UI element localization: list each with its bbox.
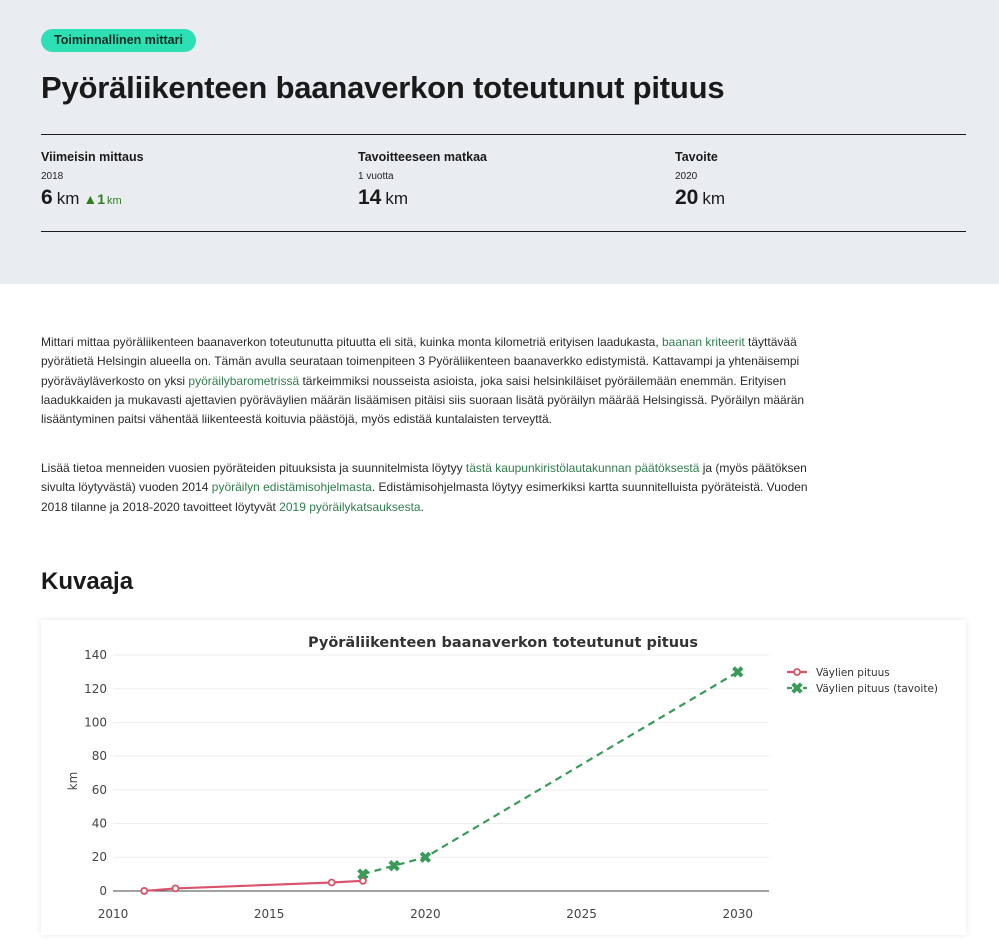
legend-label: Väylien pituus (tavoite) (816, 683, 938, 695)
chart-card (41, 620, 966, 935)
data-point (329, 880, 335, 886)
text-segment: Mittari mittaa pyöräliikenteen baanaverkon toteutunutta pituutta eli sitä, kuinka monta kilometriä erityisen laadukasta, (41, 335, 662, 349)
text-segment: . (420, 499, 424, 514)
stat-latest-measurement (41, 150, 144, 214)
y-tick-label: 100 (84, 715, 107, 730)
y-tick-label: 120 (84, 681, 107, 696)
series-actual (141, 878, 366, 894)
stat-label: Tavoitteeseen matkaa (358, 150, 487, 164)
stat-remaining-time: 1 vuotta (358, 171, 394, 182)
text-segment: täyttävää pyörätietä Helsingin alueella on. Tämän avulla seurataan toimenpiteen 3 Pyöräliikenteen baanaverkko edistymistä. Kattavampi ja yhtenäisempi pyöräväyläverkosto on yksi (41, 335, 800, 388)
y-axis-label: km (66, 771, 80, 791)
x-tick-label: 2015 (253, 907, 285, 921)
stat-value-row (41, 185, 144, 214)
y-tick-label: 20 (91, 850, 107, 865)
text-segment: tärkeimmiksi nousseista asioista, joka saisi helsinkiläiset pyöräilemään enemmän. Erityisen laadukkaiden ja mukavasti ajettavien pyöräväylien määrän lisäämisen pitäisi siis suoraan lisätä pyöräilyn määrää Helsingissä. Pyöräilyn määrän lisääntyminen paitsi vähentää liikenteestä koituvia päästöjä, myös edistää kuntalaisten terveyttä. (41, 373, 805, 427)
description-paragraph-1 (41, 333, 813, 429)
stat-value: 20 (675, 186, 699, 209)
stat-label: Tavoite (675, 150, 718, 164)
y-tick-label: 140 (84, 648, 107, 663)
link-board-decision[interactable]: tästä kaupunkiristölautakunnan päätöksestä (465, 461, 700, 475)
y-tick-label: 40 (91, 816, 107, 831)
data-point (386, 857, 403, 874)
stat-value: 6 (41, 186, 53, 209)
x-tick-label: 2020 (410, 907, 441, 921)
y-tick-label: 60 (91, 782, 107, 797)
line-chart[interactable] (41, 620, 966, 935)
series-line (363, 672, 738, 874)
stat-unit: km (385, 189, 409, 208)
link-cycling-barometer[interactable]: pyöräilybarometrissä (188, 373, 300, 388)
delta-value: 1 (97, 191, 106, 207)
header-band (0, 0, 999, 284)
series-group (141, 663, 746, 894)
data-point (172, 885, 178, 891)
description-paragraph-2 (41, 459, 813, 517)
text-segment: ja (myös päätöksen sivulta löytyvästä) vuoden 2014 (41, 461, 807, 495)
legend[interactable] (787, 667, 938, 696)
stat-year: 2018 (41, 171, 64, 182)
x-tick-label: 2010 (97, 907, 129, 921)
stat-delta (79, 191, 121, 208)
stat-value: 14 (358, 186, 382, 209)
link-cycling-review-2019[interactable]: 2019 pyöräilykatsauksesta (279, 499, 421, 514)
stat-unit: km (56, 189, 80, 208)
y-tick-label: 80 (91, 749, 107, 764)
x-tick-label: 2030 (722, 907, 754, 921)
stat-value-row (675, 185, 725, 213)
stat-label: Viimeisin mittaus (41, 150, 144, 164)
text-segment: . Edistämisohjelmasta löytyy esimerkiksi kartta suunnitelluista pyöräteistä. Vuoden 2018 tilanne ja 2018-2020 tavoitteet löytyvät (41, 480, 808, 514)
grid-lines (113, 655, 769, 857)
data-point (141, 888, 147, 894)
x-tick-label: 2025 (566, 907, 597, 921)
legend-item[interactable] (787, 667, 890, 679)
stat-year: 2020 (675, 171, 698, 182)
stat-unit: km (702, 189, 726, 208)
legend-item[interactable] (787, 680, 938, 697)
chart-title: Pyöräliikenteen baanaverkon toteutunut pituus (307, 635, 699, 651)
delta-unit: km (107, 195, 122, 207)
triangle-up-icon: ▲ (83, 191, 98, 207)
link-baana-criteria[interactable]: baanan kriteerit (662, 335, 745, 349)
indicator-type-badge: Toiminnallinen mittari (41, 29, 196, 52)
stat-distance-to-goal (358, 150, 487, 213)
text-segment: Lisää tietoa menneiden vuosien pyöräteiden pituuksista ja suunnitelmista löytyy (41, 461, 466, 475)
legend-label: Väylien pituus (816, 667, 890, 679)
section-title-chart: Kuvaaja (41, 568, 134, 595)
data-point (794, 669, 800, 675)
link-cycling-program[interactable]: pyöräilyn edistämisohjelmasta (211, 480, 372, 495)
stat-goal (675, 150, 725, 213)
stat-value-row (358, 185, 487, 213)
page-title: Pyöräliikenteen baanaverkon toteutunut pituus (41, 70, 725, 105)
series-goal (354, 663, 746, 882)
divider-top (41, 134, 966, 135)
data-point (729, 663, 746, 680)
y-tick-label: 0 (99, 883, 107, 898)
divider-bottom (41, 231, 966, 232)
